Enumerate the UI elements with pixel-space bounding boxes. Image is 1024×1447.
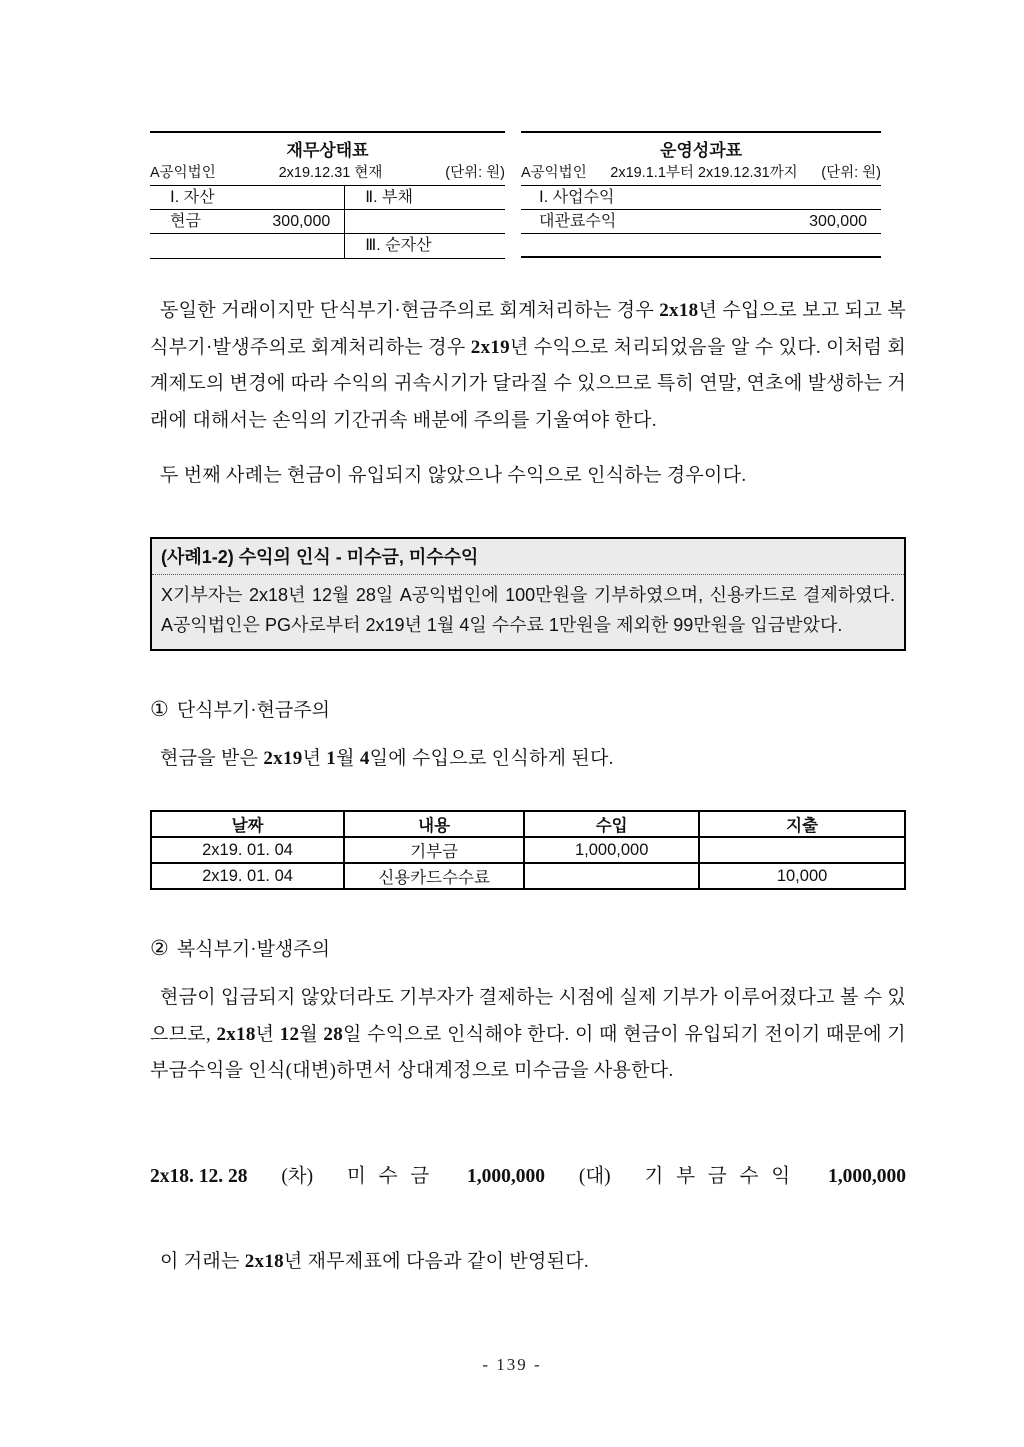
income-statement-rows xyxy=(521,185,881,258)
ledger-cell-description: 기부금 xyxy=(344,837,524,863)
text-segment: 년 수입으로 보고 되고 복식부기·발생주의로 회계처리하는 경우 xyxy=(150,300,906,358)
ledger-header-date: 날짜 xyxy=(151,811,344,837)
bold-year: 2x18 xyxy=(244,1250,284,1272)
section2-title: 복식부기·발생주의 xyxy=(176,939,330,960)
text-segment: 이 거래는 xyxy=(160,1250,245,1272)
paragraph-second-case-intro: 두 번째 사례는 현금이 유입되지 않았으나 수익으로 인식하는 경우이다. xyxy=(160,465,747,486)
rent-revenue-label: 대관료수익 xyxy=(539,213,617,230)
ledger-cell-expense: 10,000 xyxy=(699,863,905,889)
income-statement-period: 2x19.1.1부터 2x19.12.31까지 xyxy=(610,165,798,181)
text-segment: 현금이 입금되지 않았더라도 기부자가 결제하는 시점에 실제 기부가 이루어졌다고 볼 수 있으므로, xyxy=(150,987,906,1045)
bold-month: 1 xyxy=(326,747,337,769)
text-segment: 년 xyxy=(302,747,327,769)
section1-heading xyxy=(150,695,906,722)
cash-row-cell xyxy=(150,210,345,234)
bold-year: 2x18 xyxy=(216,1023,256,1045)
text-segment: 일 수익으로 인식해야 한다. 이 때 현금이 유입되기 전이기 때문에 기부금수익을 인식(대변)하면서 상대계정으로 미수금을 사용한다. xyxy=(150,1023,906,1081)
revenue-header: Ⅰ. 사업수익 xyxy=(539,189,615,206)
assets-header-cell: Ⅰ. 자산 xyxy=(150,186,345,210)
text-segment: 년 재무제표에 다음과 같이 반영된다. xyxy=(283,1250,589,1272)
income-statement-title: 운영성과표 xyxy=(521,131,881,157)
journal-date: 2x18. 12. 28 xyxy=(150,1165,248,1187)
journal-entry xyxy=(150,1160,906,1188)
balance-sheet-entity: A공익법인 xyxy=(150,165,216,181)
journal-debit-amount: 1,000,000 xyxy=(467,1165,546,1187)
circled-number-1: ① xyxy=(150,696,169,721)
ledger-row-donation xyxy=(151,837,905,863)
balance-sheet-title: 재무상태표 xyxy=(150,131,505,157)
balance-sheet-grid xyxy=(150,185,505,259)
text-segment: 년 수익으로 처리되었음을 알 수 있다. 이처럼 회계제도의 변경에 따라 수익의 귀속시기가 달라질 수 있으므로 특히 연말, 연초에 발생하는 거래에 대해서는 손익의 기간귀속 배분에 주의를 기울여야 한다. xyxy=(150,336,906,431)
journal-debit-account: 미 수 금 xyxy=(346,1165,434,1187)
cash-value: 300,000 xyxy=(272,213,331,230)
journal-credit-amount: 1,000,000 xyxy=(827,1165,906,1187)
bold-year-2x19: 2x19 xyxy=(470,336,510,358)
income-statement-unit: (단위: 원) xyxy=(821,165,881,181)
case-box-body: X기부자는 2x18년 12월 28일 A공익법인에 100만원을 기부하였으며, 신용카드로 결제하였다. A공익법인은 PG사로부터 2x19년 1월 4일 수수료 1만원을 제외한 99만원을 입금받았다. xyxy=(161,584,895,635)
case-example-box xyxy=(150,537,906,651)
income-statement-entity: A공익법인 xyxy=(521,165,587,181)
balance-sheet-unit: (단위: 원) xyxy=(445,165,505,181)
revenue-header-row xyxy=(521,186,881,210)
bold-year: 2x19 xyxy=(263,747,303,769)
section1-title: 단식부기·현금주의 xyxy=(176,699,330,721)
rent-revenue-value: 300,000 xyxy=(809,213,867,230)
text-segment: 월 xyxy=(299,1023,324,1045)
ledger-cell-income: 1,000,000 xyxy=(524,837,699,863)
liabilities-empty-cell xyxy=(345,210,505,234)
closing-paragraph xyxy=(150,1244,906,1281)
text-segment: 일에 수입으로 인식하게 된다. xyxy=(369,747,614,769)
section2-paragraph xyxy=(150,980,906,1090)
ledger-cell-date: 2x19. 01. 04 xyxy=(151,837,344,863)
ledger-cell-description: 신용카드수수료 xyxy=(344,863,524,889)
empty-row xyxy=(521,234,881,258)
ledger-header-income: 수입 xyxy=(524,811,699,837)
journal-debit-tag: (차) xyxy=(281,1165,314,1187)
bold-day: 28 xyxy=(323,1023,344,1045)
ledger-header-description: 내용 xyxy=(344,811,524,837)
bold-month: 12 xyxy=(279,1023,300,1045)
ledger-header-expense: 지출 xyxy=(699,811,905,837)
case-box-header: (사례1-2) 수익의 인식 - 미수금, 미수수익 xyxy=(152,539,904,575)
ledger-cell-expense xyxy=(699,837,905,863)
liabilities-header-cell: Ⅱ. 부채 xyxy=(345,186,505,210)
net-assets-header-cell: Ⅲ. 순자산 xyxy=(365,237,432,254)
text-segment: 년 xyxy=(255,1023,280,1045)
section1-paragraph xyxy=(150,741,906,778)
ledger-cell-date: 2x19. 01. 04 xyxy=(151,863,344,889)
balance-sheet-subtitle xyxy=(150,157,505,185)
rent-revenue-row xyxy=(521,210,881,234)
cash-ledger-table xyxy=(150,810,906,890)
text-segment: 월 xyxy=(336,747,360,769)
text-segment: 동일한 거래이지만 단식부기·현금주의로 회계처리하는 경우 xyxy=(160,300,660,321)
circled-number-2: ② xyxy=(150,936,169,960)
assets-empty-cell xyxy=(150,234,345,258)
bold-year-2x18: 2x18 xyxy=(659,300,699,321)
statement-tables xyxy=(150,131,906,259)
ledger-cell-income xyxy=(524,863,699,889)
journal-credit-account: 기 부 금 수 익 xyxy=(644,1165,795,1187)
paragraph-accounting-comparison xyxy=(150,293,906,439)
ledger-row-card-fee xyxy=(151,863,905,889)
income-statement-table xyxy=(521,131,881,259)
income-statement-subtitle xyxy=(521,157,881,185)
journal-credit-tag: (대) xyxy=(578,1165,611,1187)
ledger-header-row xyxy=(151,811,905,837)
section2-heading xyxy=(150,934,906,961)
bold-day: 4 xyxy=(359,747,370,769)
text-segment: 현금을 받은 xyxy=(160,747,264,769)
balance-sheet-table xyxy=(150,131,505,259)
page-number: - 139 - xyxy=(482,1355,542,1374)
cash-label: 현금 xyxy=(170,213,201,230)
balance-sheet-date: 2x19.12.31 현재 xyxy=(278,165,383,181)
